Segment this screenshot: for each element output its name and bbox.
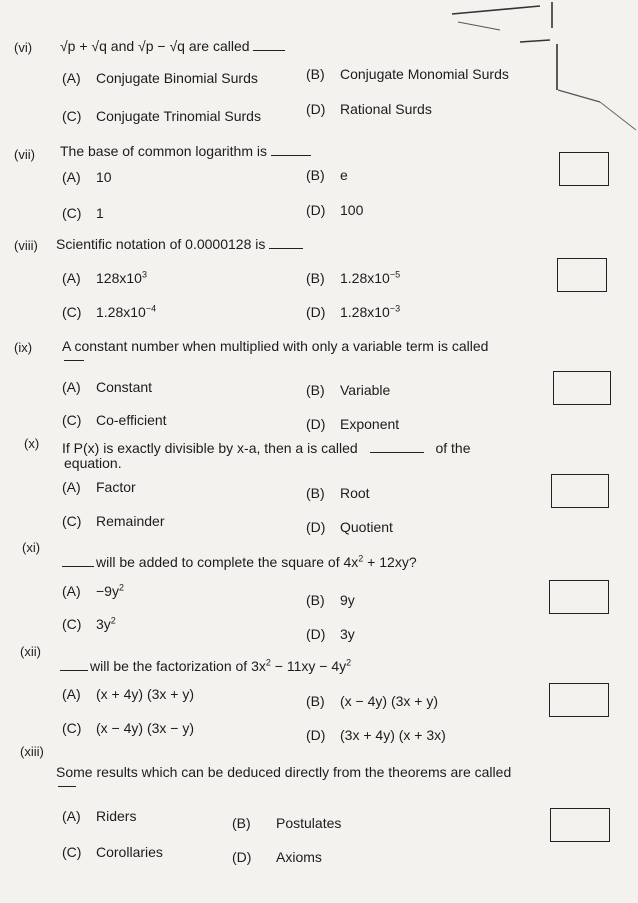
option-a — [62, 583, 124, 599]
option-label: (A) — [62, 70, 81, 86]
option-text: −9y — [96, 583, 119, 599]
option-d — [306, 304, 400, 320]
question-stem: Some results which can be deduced directly from the theorems are called — [56, 764, 512, 780]
option-exponent: −4 — [145, 303, 157, 314]
option-label: (B) — [306, 270, 325, 286]
answer-box[interactable] — [551, 474, 609, 508]
option-text: Co-efficient — [96, 412, 167, 428]
answer-blank — [253, 50, 285, 51]
answer-box[interactable] — [553, 371, 611, 405]
option-text: Conjugate Binomial Surds — [96, 70, 258, 86]
option-c — [62, 616, 116, 632]
answer-blank — [370, 452, 424, 453]
option-b — [306, 270, 400, 286]
option-label: (A) — [62, 169, 81, 185]
option-label: (B) — [306, 382, 325, 398]
option-text: 100 — [340, 202, 364, 218]
option-a — [62, 379, 152, 395]
question-number: (xi) — [22, 540, 41, 555]
question-stem-text: The base of common logarithm is — [60, 143, 267, 159]
option-exponent: 2 — [118, 582, 124, 593]
option-text: 1 — [96, 205, 104, 221]
option-label: (C) — [62, 513, 82, 529]
option-label: (C) — [62, 304, 82, 320]
question-stem: A constant number when multiplied with only a variable term is called — [62, 338, 489, 354]
option-text: Conjugate Trinomial Surds — [96, 108, 261, 124]
option-text: Axioms — [276, 849, 322, 865]
option-label: (D) — [306, 202, 326, 218]
option-text: Quotient — [340, 519, 393, 535]
option-text: 3y — [96, 616, 111, 632]
option-exponent: 2 — [110, 615, 116, 626]
question-number: (xiii) — [20, 744, 44, 759]
option-text: 3y — [340, 626, 355, 642]
option-text: (x + 4y) (3x + y) — [96, 686, 195, 702]
option-text: Root — [340, 485, 370, 501]
option-label: (B) — [306, 66, 325, 82]
option-a — [62, 686, 194, 702]
question-number: (vi) — [14, 40, 33, 55]
option-c — [62, 513, 164, 529]
option-b — [232, 815, 341, 831]
option-text: 1.28x10 — [340, 270, 390, 286]
option-label: (D) — [232, 849, 252, 865]
question-stem-text: If P(x) is exactly divisible by x-a, then a is called — [62, 440, 358, 456]
option-c — [62, 108, 261, 124]
option-label: (A) — [62, 479, 81, 495]
option-label: (D) — [306, 101, 326, 117]
option-text: e — [340, 167, 348, 183]
option-d — [306, 727, 446, 743]
question-stem — [60, 143, 311, 159]
option-text: Postulates — [276, 815, 342, 831]
answer-blank — [62, 566, 94, 567]
option-b — [306, 66, 509, 82]
option-c — [62, 720, 194, 736]
answer-box[interactable] — [559, 152, 609, 186]
option-c — [62, 844, 163, 860]
option-text: 1.28x10 — [340, 304, 390, 320]
option-b — [306, 167, 348, 183]
answer-box[interactable] — [549, 683, 609, 717]
question-number: (vii) — [14, 147, 35, 162]
answer-blank — [58, 786, 76, 787]
option-label: (B) — [306, 693, 325, 709]
option-exponent: −3 — [389, 303, 401, 314]
question-stem-line2: equation. — [64, 455, 122, 471]
option-d — [306, 202, 363, 218]
option-exponent: −5 — [389, 269, 401, 280]
option-label: (D) — [306, 416, 326, 432]
option-label: (D) — [306, 304, 326, 320]
option-text: 9y — [340, 592, 355, 608]
option-label: (D) — [306, 727, 326, 743]
question-number: (viii) — [14, 238, 38, 253]
option-text: Variable — [340, 382, 391, 398]
option-label: (B) — [306, 167, 325, 183]
answer-blank — [271, 155, 311, 156]
option-d — [306, 519, 393, 535]
option-text: Riders — [96, 808, 137, 824]
question-number: (ix) — [14, 340, 33, 355]
option-d — [306, 416, 399, 432]
option-text: (x − 4y) (3x + y) — [340, 693, 439, 709]
option-label: (C) — [62, 844, 82, 860]
option-label: (A) — [62, 808, 81, 824]
question-number: (xii) — [20, 644, 41, 659]
answer-blank — [269, 248, 303, 249]
option-label: (B) — [306, 592, 325, 608]
option-label: (A) — [62, 686, 81, 702]
question-stem — [56, 236, 303, 252]
option-text: 10 — [96, 169, 112, 185]
option-b — [306, 693, 438, 709]
question-stem — [62, 440, 470, 456]
option-label: (C) — [62, 205, 82, 221]
option-label: (A) — [62, 583, 81, 599]
option-label: (C) — [62, 720, 82, 736]
option-text: 1.28x10 — [96, 304, 146, 320]
question-stem-text: √p + √q and √p − √q are called — [60, 38, 250, 54]
option-text: Corollaries — [96, 844, 163, 860]
option-b — [306, 382, 390, 398]
option-text: 128x10 — [96, 270, 142, 286]
option-c — [62, 205, 104, 221]
option-label: (C) — [62, 616, 82, 632]
stem-exponent: 2 — [265, 657, 271, 668]
option-label: (B) — [232, 815, 251, 831]
option-c — [62, 412, 167, 428]
option-label: (C) — [62, 108, 82, 124]
answer-box[interactable] — [557, 258, 607, 292]
question-stem — [60, 658, 351, 674]
option-label: (C) — [62, 412, 82, 428]
option-a — [62, 479, 136, 495]
option-a — [62, 169, 112, 185]
option-text: Constant — [96, 379, 153, 395]
question-stem — [60, 38, 285, 54]
option-d — [306, 626, 355, 642]
option-text: (3x + 4y) (x + 3x) — [340, 727, 446, 743]
option-label: (D) — [306, 519, 326, 535]
option-label: (D) — [306, 626, 326, 642]
question-stem-text: Scientific notation of 0.0000128 is — [56, 236, 266, 252]
option-a — [62, 270, 147, 286]
option-label: (A) — [62, 270, 81, 286]
option-d — [306, 101, 432, 117]
option-b — [306, 592, 355, 608]
question-stem-tail: of the — [435, 440, 471, 456]
question-stem-text: will be added to complete the square of 4x — [96, 554, 359, 570]
option-a — [62, 808, 136, 824]
answer-box[interactable] — [550, 808, 610, 842]
option-b — [306, 485, 370, 501]
question-stem-text: will be the factorization of 3x — [90, 658, 266, 674]
option-label: (B) — [306, 485, 325, 501]
option-exponent: 3 — [141, 269, 147, 280]
option-text: Exponent — [340, 416, 400, 432]
option-text: Rational Surds — [340, 101, 432, 117]
option-label: (A) — [62, 379, 81, 395]
option-d — [232, 849, 322, 865]
stem-exponent: 2 — [346, 657, 352, 668]
option-a — [62, 70, 258, 86]
option-text: Factor — [96, 479, 136, 495]
question-stem — [62, 554, 417, 570]
option-c — [62, 304, 156, 320]
option-text: Remainder — [96, 513, 165, 529]
stem-exponent: 2 — [358, 553, 364, 564]
option-text: Conjugate Monomial Surds — [340, 66, 509, 82]
option-text: (x − 4y) (3x − y) — [96, 720, 195, 736]
question-stem-text: + 12xy? — [363, 554, 417, 570]
question-stem-text: − 11xy − 4y — [270, 658, 347, 674]
answer-blank — [64, 360, 84, 361]
answer-blank — [60, 670, 88, 671]
answer-box[interactable] — [549, 580, 609, 614]
question-number: (x) — [24, 436, 40, 451]
